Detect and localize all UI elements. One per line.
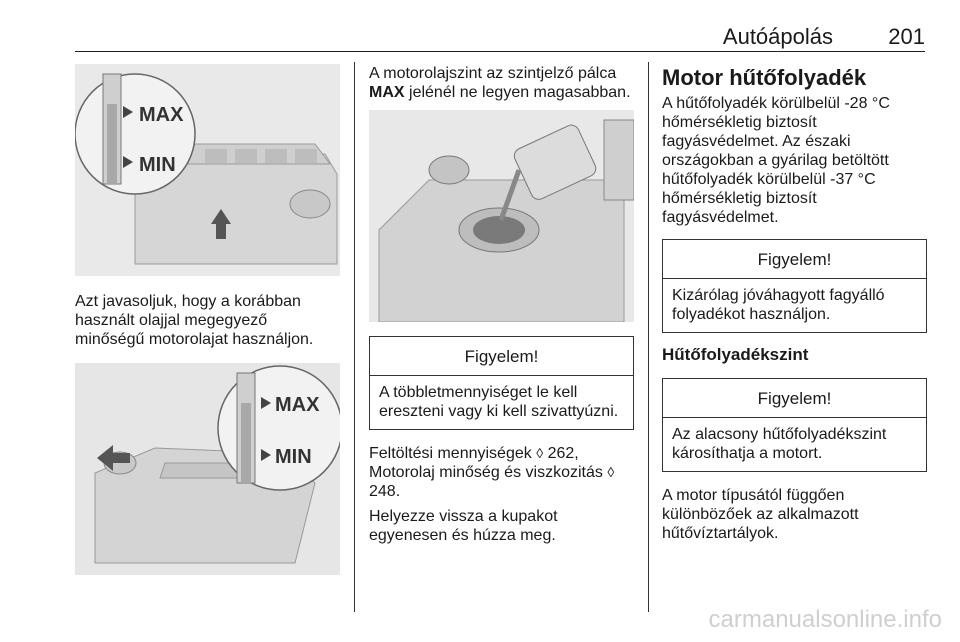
column-1 — [75, 64, 340, 575]
section-title: Autóápolás — [722, 24, 833, 49]
warning-body: A többletmennyiséget le kell ereszteni vagy ki kell szivattyúzni. — [379, 384, 619, 420]
oil-quality-ref-symbol: ◊ — [607, 464, 615, 480]
warning-heading-2: Figyelem! — [663, 240, 926, 279]
warning-box-low-coolant — [662, 378, 927, 472]
intro-text-1: A motorolajszint az szintjelző pálca — [369, 65, 617, 82]
coolant-heading: Motor hűtőfolyadék — [662, 65, 867, 90]
coolant-tank-paragraph: A motor típusától függően különbözőek az alkalmazott hűtővíztartályok. — [662, 487, 859, 542]
min-marker-label-2: MIN — [275, 446, 312, 468]
min-marker-label: MIN — [139, 154, 176, 176]
max-marker-label-2: MAX — [275, 394, 320, 416]
engine-dipstick-figure-2 — [75, 363, 340, 575]
watermark: carmanualsonline.info — [708, 606, 942, 633]
warning-body-3: Az alacsony hűtőfolyadékszint károsíthatja a motort. — [672, 426, 887, 462]
capacities-ref-symbol: ◊ — [536, 445, 544, 461]
oil-quality-ref-text: Motorolaj minőség és viszkozitás — [369, 464, 603, 481]
warning-body-2: Kizárólag jóváhagyott fagyálló folyadékot használjon. — [672, 287, 885, 323]
warning-heading-3: Figyelem! — [663, 379, 926, 418]
cap-instruction: Helyezze vissza a kupakot egyenesen és húzza meg. — [369, 508, 558, 544]
page-header — [75, 18, 925, 52]
capacities-reference: Feltöltési mennyiségek ◊ 262, Motorolaj minőség és viszkozitás ◊ 248. — [369, 445, 615, 500]
coolant-paragraph: A hűtőfolyadék körülbelül -28 °C hőmérsékletig biztosít fagyásvédelmet. Az északi országokban a gyárilag betöltött hűtőfolyadék körülbelül -37 °C hőmérsékletig biztosít fagyásvédelmet. — [662, 95, 890, 226]
coolant-level-subheading: Hűtőfolyadékszint — [662, 345, 809, 364]
header-rule — [75, 51, 925, 52]
capacities-ref-text: Feltöltési mennyiségek — [369, 445, 532, 462]
intro-max-bold: MAX — [369, 84, 405, 101]
oil-quality-paragraph: Azt javasoljuk, hogy a korábban használt olajjal megegyező minőségű motorolajat használjon. — [75, 293, 314, 348]
max-marker-label: MAX — [139, 104, 184, 126]
column-3 — [662, 64, 927, 551]
page-number: 201 — [888, 24, 925, 49]
warning-box-excess-oil — [369, 336, 634, 430]
column-divider-2 — [648, 62, 649, 612]
intro-text-2: jelénél ne legyen magasabban. — [409, 84, 631, 101]
column-divider-1 — [354, 62, 355, 612]
column-2 — [369, 64, 634, 553]
capacities-ref-page[interactable]: 262 — [547, 445, 575, 462]
oil-filling-figure — [369, 110, 634, 322]
warning-heading: Figyelem! — [370, 337, 633, 376]
engine-dipstick-figure-1 — [75, 64, 340, 276]
oil-quality-ref-page[interactable]: 248 — [369, 483, 396, 500]
oil-level-intro — [369, 64, 634, 102]
warning-box-antifreeze — [662, 239, 927, 333]
